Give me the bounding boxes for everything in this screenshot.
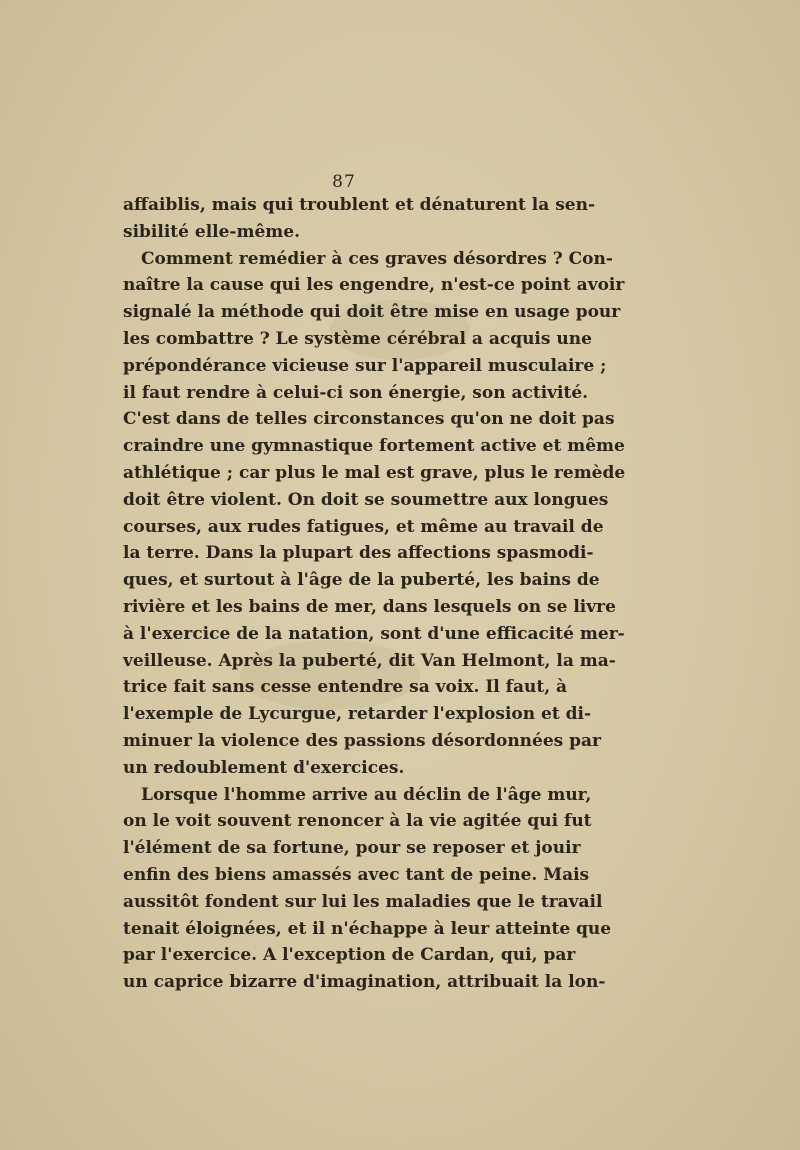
text-line: trice fait sans cesse entendre sa voix. Il faut, à [123,677,568,698]
text-line: un redoublement d'exercices. [123,757,405,778]
text-line: l'exemple de Lycurgue, retarder l'explosion et di- [123,704,592,725]
text-line: Lorsque l'homme arrive au déclin de l'âge mur, [141,784,592,805]
body-text [123,192,626,996]
text-line: la terre. Dans la plupart des affections spasmodi- [123,543,594,564]
text-line: aussitôt fondent sur lui les maladies que le travail [123,891,603,912]
text-line: athlétique ; car plus le mal est grave, plus le remède [123,462,626,483]
text-line: craindre une gymnastique fortement active et même [123,436,625,457]
text-line: courses, aux rudes fatigues, et même au travail de [123,516,604,537]
text-line: doit être violent. On doit se soumettre aux longues [123,489,609,510]
text-line: C'est dans de telles circonstances qu'on ne doit pas [123,409,615,430]
text-line: tenait éloignées, et il n'échappe à leur atteinte que [123,918,612,939]
text-line: sibilité elle-même. [123,221,301,242]
text-line: veilleuse. Après la puberté, dit Van Helmont, la ma- [123,650,616,671]
text-line: un caprice bizarre d'imagination, attribuait la lon- [123,972,606,993]
text-line: les combattre ? Le système cérébral a acquis une [123,328,592,349]
text-line: on le voit souvent renoncer à la vie agitée qui fut [123,811,592,832]
text-line: rivière et les bains de mer, dans lesquels on se livre [123,596,616,617]
text-line: ques, et surtout à l'âge de la puberté, les bains de [123,570,600,591]
text-line: Comment remédier à ces graves désordres ? Con- [141,248,613,269]
text-line: enfin des biens amassés avec tant de peine. Mais [123,864,590,885]
text-line: par l'exercice. A l'exception de Cardan, qui, par [123,945,576,966]
text-line: prépondérance vicieuse sur l'appareil musculaire ; [123,355,607,376]
text-line: l'élément de sa fortune, pour se reposer et jouir [123,838,581,859]
text-line: à l'exercice de la natation, sont d'une efficacité mer- [123,623,625,644]
text-line: minuer la violence des passions désordonnées par [123,730,602,751]
text-line: il faut rendre à celui-ci son énergie, son activité. [123,382,589,403]
text-line: naître la cause qui les engendre, n'est-ce point avoir [123,275,625,296]
text-line: signalé la méthode qui doit être mise en usage pour [123,302,621,323]
text-line: affaiblis, mais qui troublent et dénaturent la sen- [123,195,595,215]
page-number: 87 [332,172,356,192]
